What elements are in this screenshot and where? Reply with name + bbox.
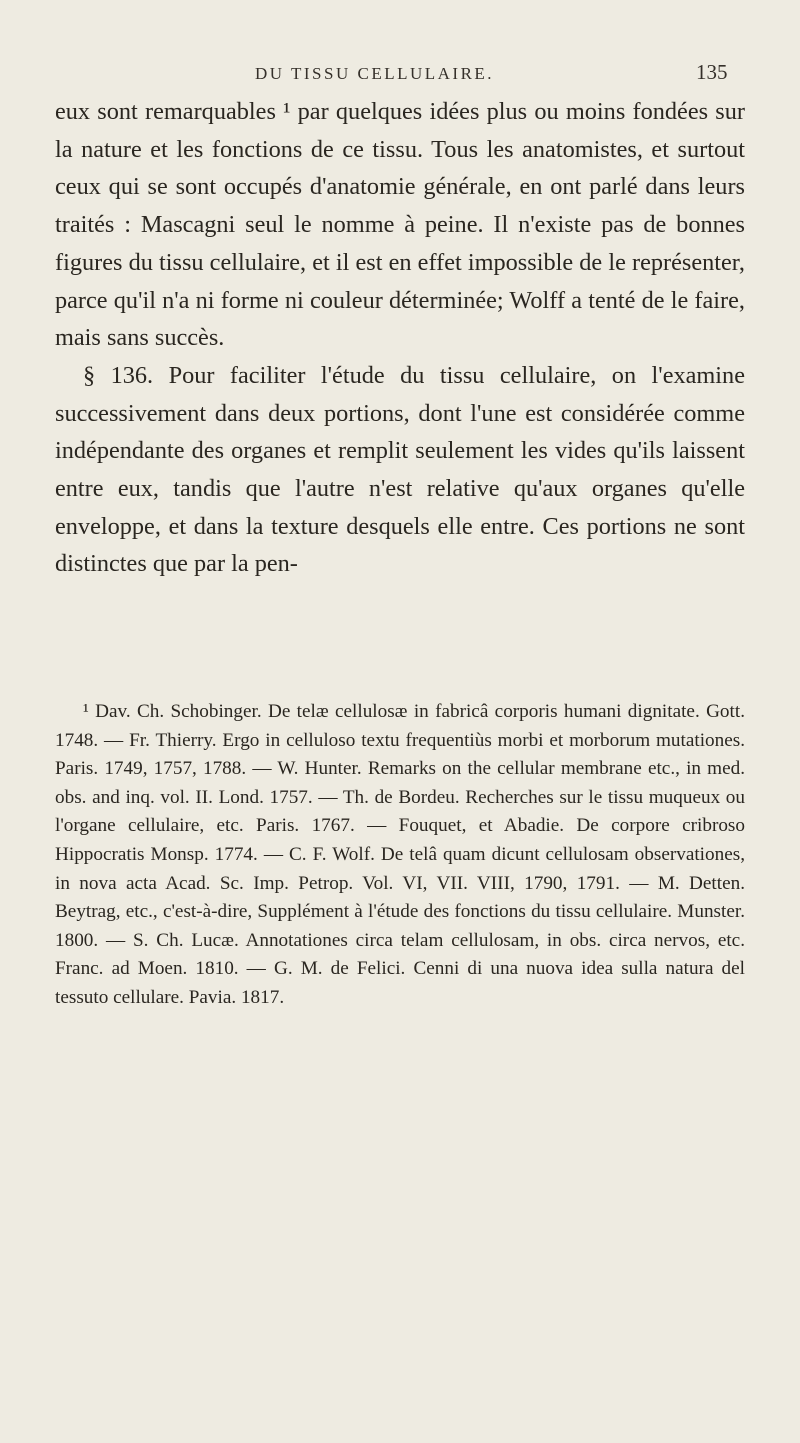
main-text	[55, 93, 745, 583]
paragraph-section-136: § 136. Pour faciliter l'étude du tissu cellulaire, on l'examine successivement dans deux portions, dont l'une est considérée comme indépendante des organes et remplit seulement les vides qu'ils laissent entre eux, tandis que l'autre n'est relative qu'aux organes qu'elle enveloppe, et dans la texture desquels elle entre. Ces portions ne sont distinctes que par la pen-	[55, 361, 745, 578]
footnote-text: ¹ Dav. Ch. Schobinger. De telæ cellulosæ in fabricâ corporis humani dignitate. Gott. 1748. — Fr. Thierry. Ergo in celluloso textu frequentiùs morbi et morborum mutationes. Paris. 1749, 1757, 1788. — W. Hunter. Remarks on the cellular membrane etc., in med. obs. and inq. vol. II. Lond. 1757. — Th. de Bordeu. Recherches sur le tissu muqueux ou l'organe cellulaire, etc. Paris. 1767. — Fouquet, et Abadie. De corpore cribroso Hippocratis Monsp. 1774. — C. F. Wolf. De telâ quam dicunt cellulosam observationes, in nova acta Acad. Sc. Imp. Petrop. Vol. VI, VII. VIII, 1790, 1791. — M. Detten. Beytrag, etc., c'est-à-dire, Supplément à l'étude des fonctions du tissu cellulaire. Munster. 1800. — S. Ch. Lucæ. Annotationes circa telam cellulosam, in obs. circa nervos, etc. Franc. ad Moen. 1810. — G. M. de Felici. Cenni di una nuova idea sulla natura del tessuto cellulare. Pavia. 1817.	[55, 701, 745, 1008]
paragraph: eux sont remarquables ¹ par quelques idées plus ou moins fondées sur la nature et les fonctions de ce tissu. Tous les anatomistes, et surtout ceux qui se sont occupés d'anatomie générale, en ont parlé dans leurs traités : Mascagni seul le nomme à peine. Il n'existe pas de bonnes figures du tissu cellulaire, et il est en effet impossible de le représenter, parce qu'il n'a ni forme ni couleur déterminée; Wolff a tenté de le faire, mais sans succès.	[55, 98, 745, 352]
page-number: 135	[696, 60, 728, 84]
footnote	[55, 698, 745, 1013]
page-header	[0, 58, 800, 94]
running-title: DU TISSU CELLULAIRE.	[255, 64, 495, 83]
